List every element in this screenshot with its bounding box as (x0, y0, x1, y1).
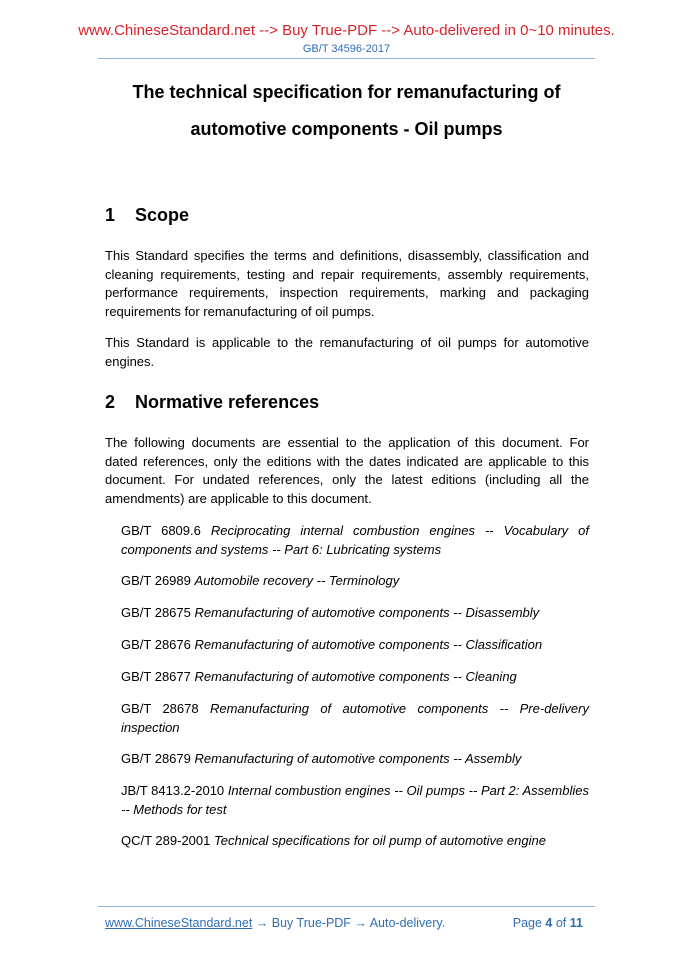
doc-title-line2: automotive components - Oil pumps (190, 119, 503, 139)
reference-item (121, 782, 589, 819)
section-number: 1 (105, 205, 116, 225)
page-total: 11 (569, 916, 583, 930)
reference-title: Reciprocating internal combustion engines -- Vocabulary of components and systems -- Part 6: Lubricating systems (121, 523, 589, 557)
page-label: Page (512, 916, 542, 930)
section-title: Scope (135, 205, 190, 225)
reference-code: GB/T 6809.6 (121, 523, 201, 538)
doc-title-line1: The technical specification for remanufacturing of (132, 82, 561, 102)
section-number: 2 (105, 392, 116, 412)
promo-banner[interactable]: www.ChineseStandard.net --> Buy True-PDF --> Auto-delivered in 0~10 minutes. (78, 22, 615, 39)
reference-title: Remanufacturing of automotive components -- Disassembly (194, 605, 540, 620)
reference-item (121, 522, 589, 559)
footer-divider (98, 906, 595, 907)
reference-title: Technical specifications for oil pump of automotive engine (214, 833, 546, 848)
reference-code: GB/T 26989 (121, 573, 191, 588)
scope-paragraph: This Standard is applicable to the remanufacturing of oil pumps for automotive engines. (105, 335, 589, 369)
reference-title: Internal combustion engines -- Oil pumps -- Part 2: Assemblies -- Methods for test (121, 783, 589, 817)
scope-paragraph: This Standard specifies the terms and definitions, disassembly, classification and cleaning requirements, testing and repair requirements, assembly requirements, performance requirements, inspection requirements, marking and packaging requirements for remanufacturing of oil pumps. (105, 248, 589, 319)
reference-title: Automobile recovery -- Terminology (194, 573, 400, 588)
header-divider (98, 58, 595, 59)
reference-code: JB/T 8413.2-2010 (121, 783, 225, 798)
reference-item (121, 572, 589, 591)
reference-code: QC/T 289-2001 (121, 833, 211, 848)
section-title: Normative references (135, 392, 320, 412)
section-heading-references (105, 392, 319, 413)
reference-title: Remanufacturing of automotive components -- Classification (194, 637, 543, 652)
references-paragraph: The following documents are essential to the application of this document. For dated references, only the editions with the dates indicated are applicable to this document. For undated references, only the latest editions (including all the amendments) are applicable to this document. (105, 435, 589, 506)
reference-item (121, 668, 589, 687)
footer-text: → Buy True-PDF → Auto-delivery. (252, 916, 446, 930)
standard-code: GB/T 34596-2017 (302, 43, 391, 55)
reference-item (121, 700, 589, 737)
reference-code: GB/T 28676 (121, 637, 191, 652)
reference-title: Remanufacturing of automotive components -- Assembly (194, 751, 522, 766)
reference-item (121, 604, 589, 623)
reference-code: GB/T 28677 (121, 669, 191, 684)
reference-code: GB/T 28678 (121, 701, 199, 716)
section-heading-scope (105, 205, 189, 226)
page-number: 4 (545, 916, 553, 930)
footer-link[interactable]: www.ChineseStandard.net (105, 916, 253, 930)
reference-item (121, 750, 589, 769)
page-indicator (513, 916, 583, 930)
reference-title: Remanufacturing of automotive components -- Pre-delivery inspection (121, 701, 589, 735)
of-label: of (555, 916, 567, 930)
reference-code: GB/T 28675 (121, 605, 191, 620)
reference-item (121, 832, 589, 851)
reference-item (121, 636, 589, 655)
reference-code: GB/T 28679 (121, 751, 191, 766)
footer (105, 916, 583, 930)
reference-title: Remanufacturing of automotive components -- Cleaning (194, 669, 517, 684)
